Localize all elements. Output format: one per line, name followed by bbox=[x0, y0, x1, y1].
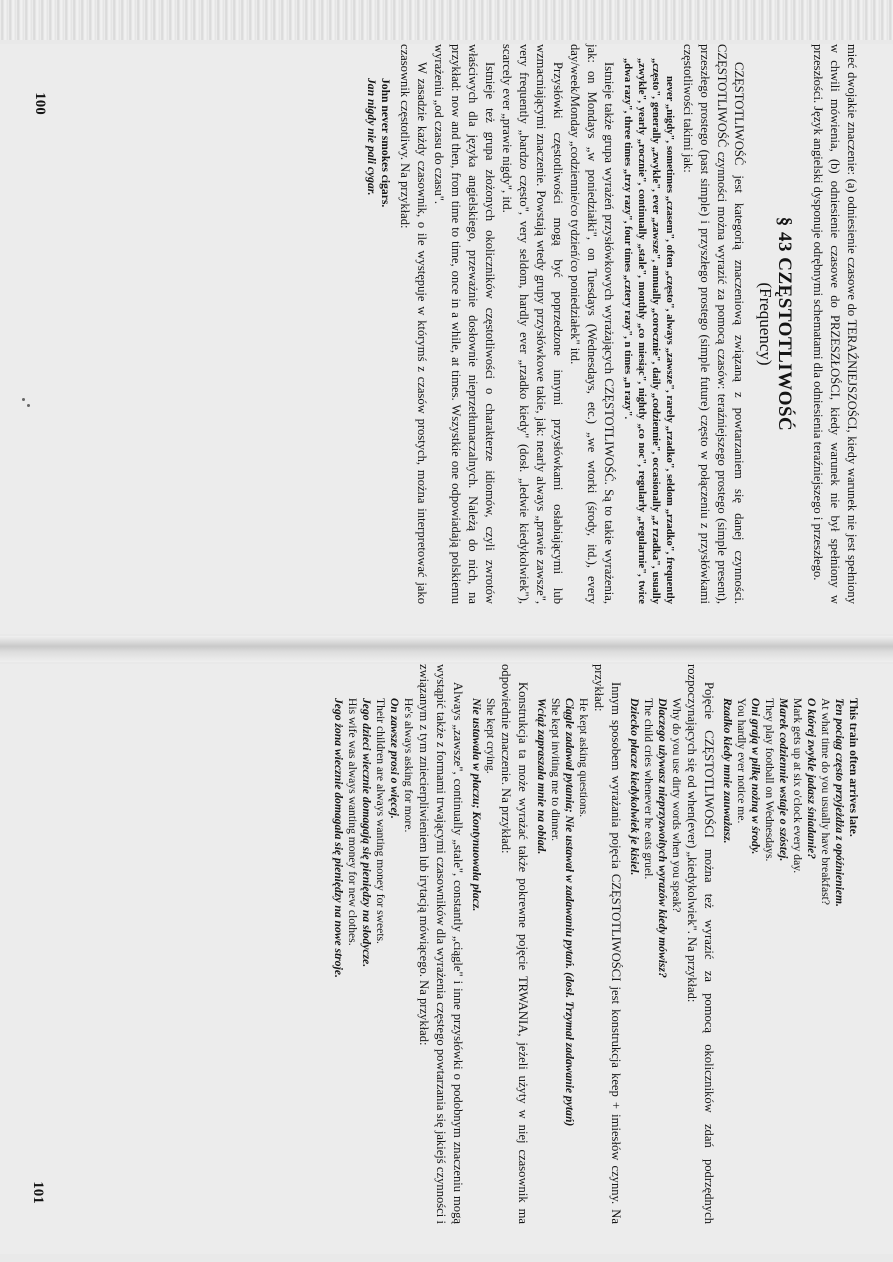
scan-edge bbox=[0, 0, 893, 40]
page-number: 100 bbox=[31, 92, 48, 115]
example-polish: Ciągle zadawał pytania; Nie ustawał w zadawaniu pytań. (dosł. Trzymał zadawanie pytań) bbox=[563, 698, 576, 1127]
example-polish: Nie ustawała w płaczu; Kontynuowała płacz. bbox=[470, 698, 483, 912]
example-english: She kept inviting me to dinner. bbox=[549, 698, 562, 841]
example-english: John never smokes cigars. bbox=[379, 78, 392, 208]
page-100-content bbox=[10, 44, 860, 604]
page-100 bbox=[0, 44, 893, 634]
example-polish: Jego dzieci wiecznie domagają się pieniędzy na słodycze. bbox=[360, 698, 373, 968]
section-title: § 43 CZĘSTOTLIWOŚĆ bbox=[774, 216, 795, 432]
example-polish: Jan nigdy nie pali cygar. bbox=[365, 78, 378, 196]
section-subtitle: (Frequency) bbox=[756, 282, 775, 366]
example-polish: Marek codziennie wstaje o szóstej. bbox=[777, 698, 790, 862]
example-english: You hardly ever notice me. bbox=[735, 698, 748, 824]
example-english: He's always asking for more. bbox=[402, 698, 415, 833]
adverb-list: never „nigdy", sometimes „czasem", often „często", always „zawsze", rarely „rzadko", seldom „rzadko", frequently „często", generally „zwykle", ever „zawsze", annually „corocznie", daily „codziennie", occasionally „z rzadka", usually „zwykle", yearly „rocznie", continually „stale", monthly „co miesiąc", nightly „co noc", regularly „regularnie", twice „dwa razy", three times „trzy razy", four times „cztery razy", n times „n razy". bbox=[622, 58, 675, 604]
example-english: She kept crying. bbox=[484, 698, 497, 774]
paragraph-whenever: Pojęcie CZĘSTOTLIWOŚCI można też wyrazić za pomocą okoliczników zdań podrzędnych rozpoczynających się od when(ever) „kiedykolwiek". Na przykład: bbox=[685, 664, 716, 1224]
example-english: This train often arrives late. bbox=[847, 698, 860, 837]
example-polish: On zawsze prosi o więcej. bbox=[388, 698, 401, 819]
example-polish: Dlaczego używasz nieprzyzwoitych wyrazów kiedy mówisz? bbox=[656, 698, 669, 978]
example-polish: Oni grają w piłkę nożną w środy. bbox=[749, 698, 762, 855]
scan-speck bbox=[22, 398, 25, 401]
example-polish: Ten pociąg często przyjeżdża z opóźnieniem. bbox=[833, 698, 846, 907]
example-polish: Jego żona wiecznie domagała się pieniędzy na nowe stroje. bbox=[332, 698, 345, 978]
example-polish: Rzadko kiedy mnie zauważasz. bbox=[721, 698, 734, 844]
paragraph-adverbial-phrases: Istnieje także grupa wyrażeń przysłówkowych wyrażających CZĘSTOTLIWOŚĆ. Są to takie wyrażenia, jak: on Mondays „w poniedziałki", on Tuesdays (Wednesdays, etc.) „we wtorki (środy, itd.), every day/week/Monday „codziennie/co tydzień/co poniedziałek" itd. bbox=[568, 44, 616, 604]
example-english: At what time do you usually have breakfast? bbox=[819, 698, 832, 906]
paragraph-continuous-forms: Always „zawsze", continually „stale", constantly „ciągle" i inne przysłówki o podobnym znaczeniu mogą wystąpić także z formami trwającymi czasowników dla wyrażenia częstego powtarzania się jakiejś czynności i związanym z tym zniecierpliwieniem lub irytacją mówiącego. Na przykład: bbox=[417, 664, 465, 1224]
book-fold bbox=[0, 636, 893, 662]
paragraph-idioms: Istnieje też grupa złożonych okoliczników częstotliwości o charakterze idiomów, czyli zwrotów właściwych dla języka angielskiego, przeważnie dosłownie nieprzetłumaczalnych. Należą do nich, na przykład: now and then, from time to time, once in a while, at times. Wszystkie one odpowiadają polskiemu wyrażeniu „od czasu do czasu". bbox=[432, 44, 497, 604]
example-polish: Wciąż zapraszała mnie na obiad. bbox=[535, 698, 548, 855]
scan-speck bbox=[27, 404, 30, 407]
example-polish: O której zwykle jadasz śniadanie? bbox=[805, 698, 818, 860]
page-101 bbox=[0, 664, 893, 1254]
page-101-content bbox=[10, 664, 860, 1224]
intro-paragraph: mieć dwojakie znaczenie: (a) odniesienie czasowe do TERAŹNIEJSZOŚCI, kiedy warunek nie jest spełniony w chwili mówienia, (b) odniesienie czasowe do PRZESZŁOŚCI, kiedy warunek nie był spełniony w przeszłości. Język angielski dysponuje odrębnymi schematami dla odniesienia teraźniejszego i przeszłego. bbox=[811, 44, 859, 604]
example-english: Their children are always wanting money for sweets. bbox=[374, 698, 387, 944]
paragraph-simple-tenses: W zasadzie każdy czasownik, o ile występuje w którymś z czasów prostych, można interpretować jako czasownik częstotliwy. Na przykład: bbox=[398, 44, 429, 604]
example-english: Mark gets up at six o'clock every day. bbox=[791, 698, 804, 874]
example-english: His wife was always wanting money for new clothes. bbox=[346, 698, 359, 946]
page-number: 101 bbox=[29, 1181, 46, 1204]
example-polish: Dziecko płacze kiedykolwiek je kisiel. bbox=[628, 698, 641, 876]
paragraph-frequency-definition: CZĘSTOTLIWOŚĆ jest kategorią znaczeniową związaną z powtarzaniem się danej czynności. CZĘSTOTLIWOŚĆ czynności można wyrazić za pomocą czasów: teraźniejszego prostego (simple present), przeszłego prostego (past simple) i przyszłego prostego (simple future) często w połączeniu z przysłówkami częstotliwości takimi jak: bbox=[681, 44, 746, 604]
paragraph-keep-construction: Innym sposobem wyrażania pojęcia CZĘSTOTLIWOŚCI jest konstrukcja keep + imiesłów czynny. Na przykład: bbox=[592, 664, 623, 1224]
example-english: The child cries whenever he eats gruel. bbox=[642, 698, 655, 880]
paragraph-adverb-groups: Przysłówki częstotliwości mogą być poprzedzone innymi przysłówkami osłabiającymi lub wzmacniającymi znaczenie. Powstają wtedy grupy przysłówkowe takie, jak: nearly always „prawie zawsze", very frequently „bardzo często", very seldom, hardly ever „rzadko kiedy" (dosł. „ledwie kiedykolwiek"), scarcely ever „prawie nigdy", itd. bbox=[500, 44, 565, 604]
example-english: Why do you use dirty words when you speak? bbox=[670, 698, 683, 913]
example-english: They play football on Wednesdays. bbox=[763, 698, 776, 862]
example-english: He kept asking questions. bbox=[577, 698, 590, 818]
paragraph-duration: Konstrukcja ta może wyrażać także pokrewne pojęcie TRWANIA, jeżeli użyty w niej czasownik ma odpowiednie znaczenie. Na przykład: bbox=[499, 664, 530, 1224]
